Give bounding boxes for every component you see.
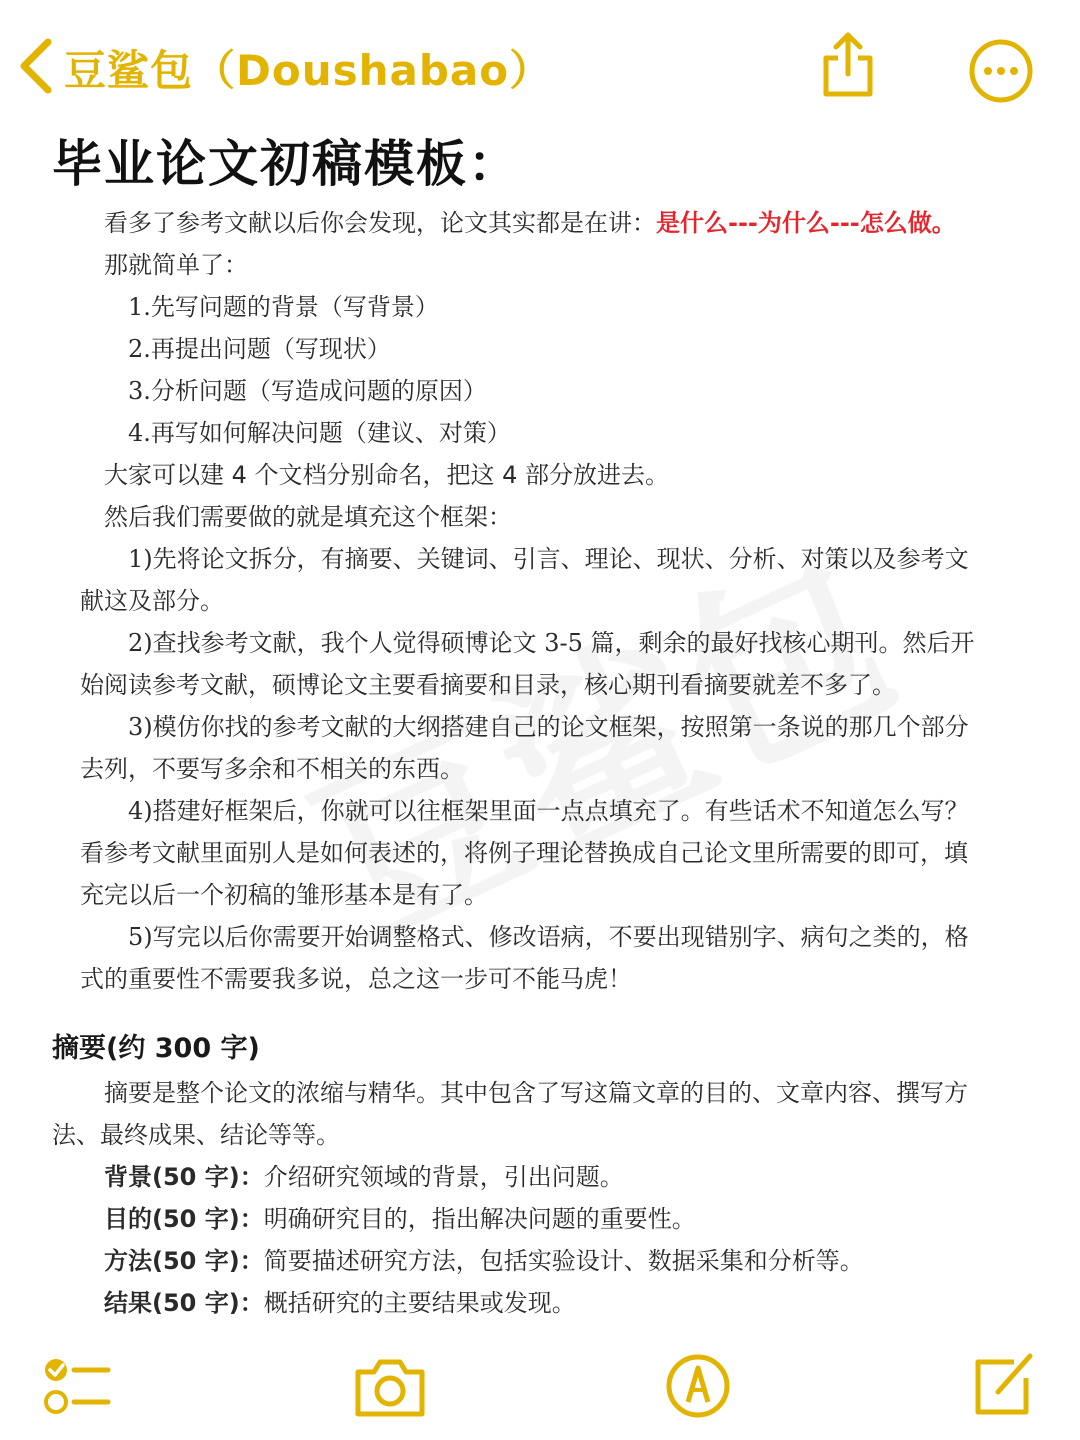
intro-highlight: 是什么---为什么---怎么做。 xyxy=(656,209,956,237)
abstract-item xyxy=(104,1162,624,1192)
note-header xyxy=(0,0,1080,120)
framework-line: 5)写完以后你需要开始调整格式、修改语病，不要出现错别字、病句之类的，格 xyxy=(128,923,969,951)
more-options-button[interactable] xyxy=(968,38,1034,104)
step-item: 3.分析问题（写造成问题的原因） xyxy=(128,377,487,405)
section-heading: 摘要(约 300 字) xyxy=(52,1033,260,1064)
back-folder-title[interactable]: 豆鲨包（Doushabao） xyxy=(64,46,553,95)
framework-line: 始阅读参考文献，硕博论文主要看摘要和目录，核心期刊看摘要就差不多了。 xyxy=(80,671,896,699)
chevron-left-icon xyxy=(12,34,60,98)
checklist-icon xyxy=(40,1354,114,1420)
abstract-item-label: 结果(50 字)： xyxy=(104,1289,264,1317)
intro-line-2: 那就简单了： xyxy=(104,251,248,279)
checklist-button[interactable] xyxy=(40,1354,114,1420)
abstract-item xyxy=(104,1288,576,1318)
abstract-item-label: 方法(50 字)： xyxy=(104,1247,264,1275)
text-line: 大家可以建 4 个文档分别命名，把这 4 部分放进去。 xyxy=(104,461,670,489)
abstract-item-text: 明确研究目的，指出解决问题的重要性。 xyxy=(263,1205,696,1233)
share-icon xyxy=(818,30,878,100)
framework-line: 充完以后一个初稿的雏形基本是有了。 xyxy=(80,881,488,909)
framework-line: 式的重要性不需要我多说，总之这一步可不能马虎！ xyxy=(80,965,632,993)
ellipsis-circle-icon xyxy=(968,38,1034,104)
camera-icon xyxy=(352,1352,428,1422)
text-line: 法、最终成果、结论等等。 xyxy=(52,1121,340,1149)
text-line: 摘要是整个论文的浓缩与精华。其中包含了写这篇文章的目的、文章内容、撰写方 xyxy=(104,1079,968,1107)
step-item: 4.再写如何解决问题（建议、对策） xyxy=(128,419,511,447)
framework-line: 4)搭建好框架后，你就可以往框架里面一点点填充了。有些话术不知道怎么写？ xyxy=(128,797,969,825)
back-button[interactable] xyxy=(12,34,60,98)
framework-line: 去列，不要写多余和不相关的东西。 xyxy=(80,755,464,783)
framework-line: 献这及部分。 xyxy=(80,587,224,615)
markup-pen-icon xyxy=(664,1350,732,1420)
abstract-item-text: 介绍研究领域的背景，引出问题。 xyxy=(263,1163,624,1191)
abstract-item xyxy=(104,1204,696,1234)
abstract-item-label: 背景(50 字)： xyxy=(104,1163,264,1191)
framework-line: 2)查找参考文献，我个人觉得硕博论文 3-5 篇，剩余的最好找核心期刊。然后开 xyxy=(128,629,975,657)
share-button[interactable] xyxy=(818,30,878,100)
abstract-item-text: 概括研究的主要结果或发现。 xyxy=(263,1289,576,1317)
abstract-item xyxy=(104,1246,864,1276)
framework-line: 1)先将论文拆分，有摘要、关键词、引言、理论、现状、分析、对策以及参考文 xyxy=(128,545,969,573)
intro-line xyxy=(104,208,956,238)
note-title: 毕业论文初稿模板： xyxy=(52,135,520,193)
framework-line: 3)模仿你找的参考文献的大纲搭建自己的论文框架，按照第一条说的那几个部分 xyxy=(128,713,969,741)
markup-button[interactable] xyxy=(664,1350,732,1420)
framework-line: 看参考文献里面别人是如何表述的，将例子理论替换成自己论文里所需要的即可，填 xyxy=(80,839,968,867)
intro-text: 看多了参考文献以后你会发现，论文其实都是在讲： xyxy=(104,209,656,237)
step-item: 2.再提出问题（写现状） xyxy=(128,335,391,363)
text-line: 然后我们需要做的就是填充这个框架： xyxy=(104,503,512,531)
compose-button[interactable] xyxy=(970,1348,1038,1420)
step-item: 1.先写问题的背景（写背景） xyxy=(128,293,439,321)
camera-button[interactable] xyxy=(352,1352,428,1422)
bottom-toolbar xyxy=(0,1340,1080,1440)
abstract-item-text: 简要描述研究方法，包括实验设计、数据采集和分析等。 xyxy=(263,1247,864,1275)
abstract-item-label: 目的(50 字)： xyxy=(104,1205,264,1233)
compose-icon xyxy=(970,1348,1038,1420)
